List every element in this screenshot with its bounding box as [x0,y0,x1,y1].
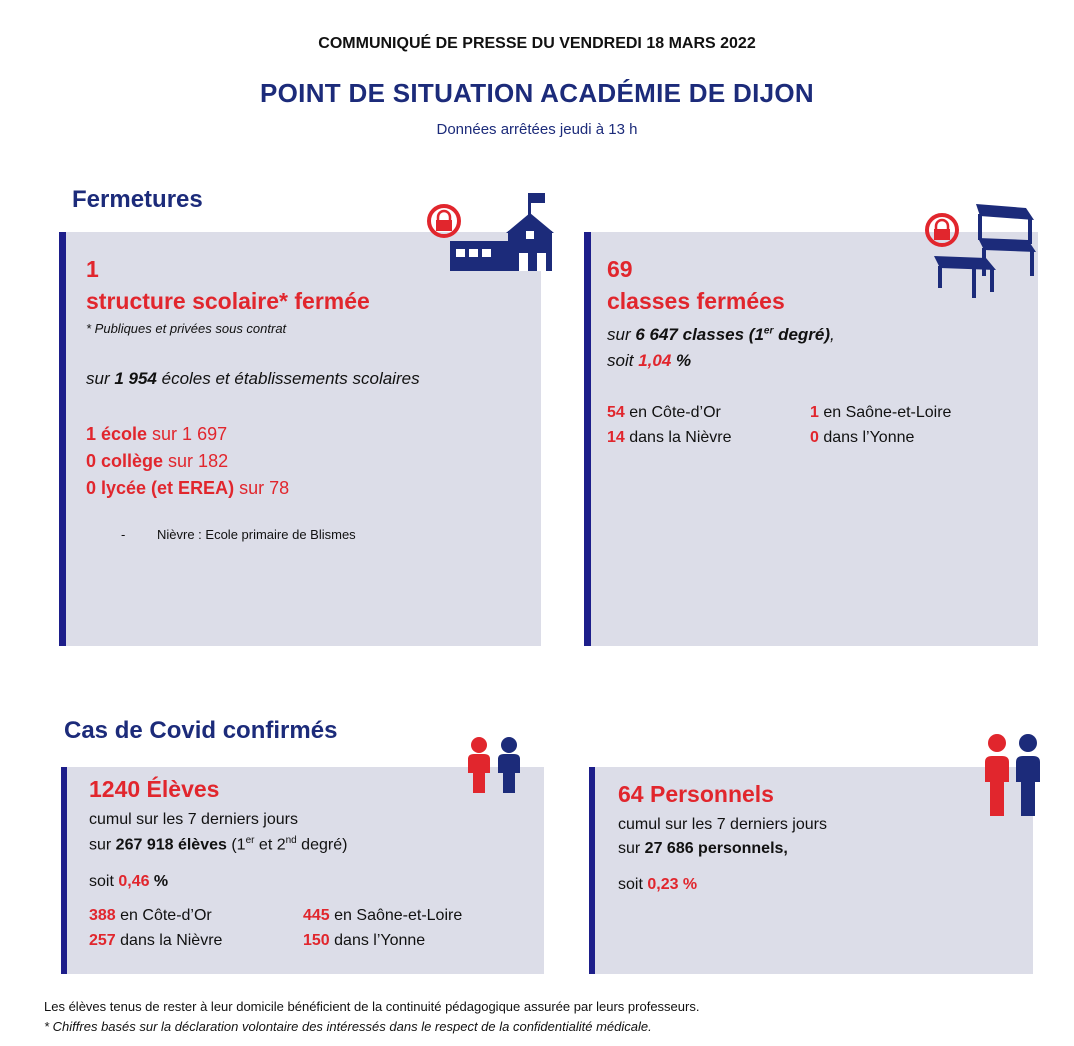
school-building-icon [420,193,554,273]
structures-note: * Publiques et privées sous contrat [86,321,287,336]
dept-line: 445 en Saône-et-Loire [303,907,463,924]
dept-line: 0 dans l’Yonne [810,429,915,446]
classes-count: 69 [607,256,633,282]
people-icon [466,737,522,795]
classroom-desks-icon [920,198,1044,298]
college-line: 0 collège sur 182 [86,451,229,471]
classes-label: classes fermées [607,288,785,314]
personnels-total: sur 27 686 personnels, [618,840,788,857]
classes-total: sur 6 647 classes (1er degré), [607,325,835,344]
page-title: POINT DE SITUATION ACADÉMIE DE DIJON [260,78,814,108]
structures-count: 1 [86,256,99,282]
eleves-total: sur 267 918 élèves (1er et 2nd degré) [89,835,348,854]
classes-percent: soit 1,04 % [607,351,692,370]
dept-line: 150 dans l’Yonne [303,932,426,949]
card-accent-bar [59,232,66,646]
footer-note: Les élèves tenus de rester à leur domicile bénéficient de la continuité pédagogique assurée par leurs professeurs. [44,999,700,1014]
press-release-date: COMMUNIQUÉ DE PRESSE DU VENDREDI 18 MARS 2022 [318,35,756,52]
lock-icon [429,206,459,236]
structures-label: structure scolaire* fermée [86,288,370,314]
eleves-title: 1240 Élèves [89,776,220,802]
card-accent-bar [589,767,595,974]
dept-line: 14 dans la Nièvre [607,429,732,446]
card-accent-bar [61,767,67,974]
lock-icon [927,215,957,245]
dept-line: 257 dans la Nièvre [89,932,223,949]
page-subtitle: Données arrêtées jeudi à 13 h [436,121,638,138]
structures-total: sur 1 954 écoles et établissements scolaires [86,369,420,388]
people-icon [983,734,1041,818]
eleves-cumul: cumul sur les 7 derniers jours [89,811,298,828]
personnels-percent: soit 0,23 % [618,876,698,893]
closed-school-item: Nièvre : Ecole primaire de Blismes [157,527,356,542]
ecole-line: 1 école sur 1 697 [86,424,228,444]
section-heading-fermetures: Fermetures [72,186,203,213]
section-heading-covid: Cas de Covid confirmés [64,717,338,744]
card-accent-bar [584,232,591,646]
footer-footnote: * Chiffres basés sur la déclaration volontaire des intéressés dans le respect de la confidentialité médicale. [44,1019,652,1034]
dept-line: 54 en Côte-d’Or [607,404,721,421]
closed-school-dash: - [121,527,126,542]
dept-line: 388 en Côte-d’Or [89,907,212,924]
eleves-percent: soit 0,46 % [89,873,169,890]
personnels-cumul: cumul sur les 7 derniers jours [618,816,827,833]
lycee-line: 0 lycée (et EREA) sur 78 [86,478,290,498]
dept-line: 1 en Saône-et-Loire [810,404,952,421]
personnels-title: 64 Personnels [618,781,774,807]
